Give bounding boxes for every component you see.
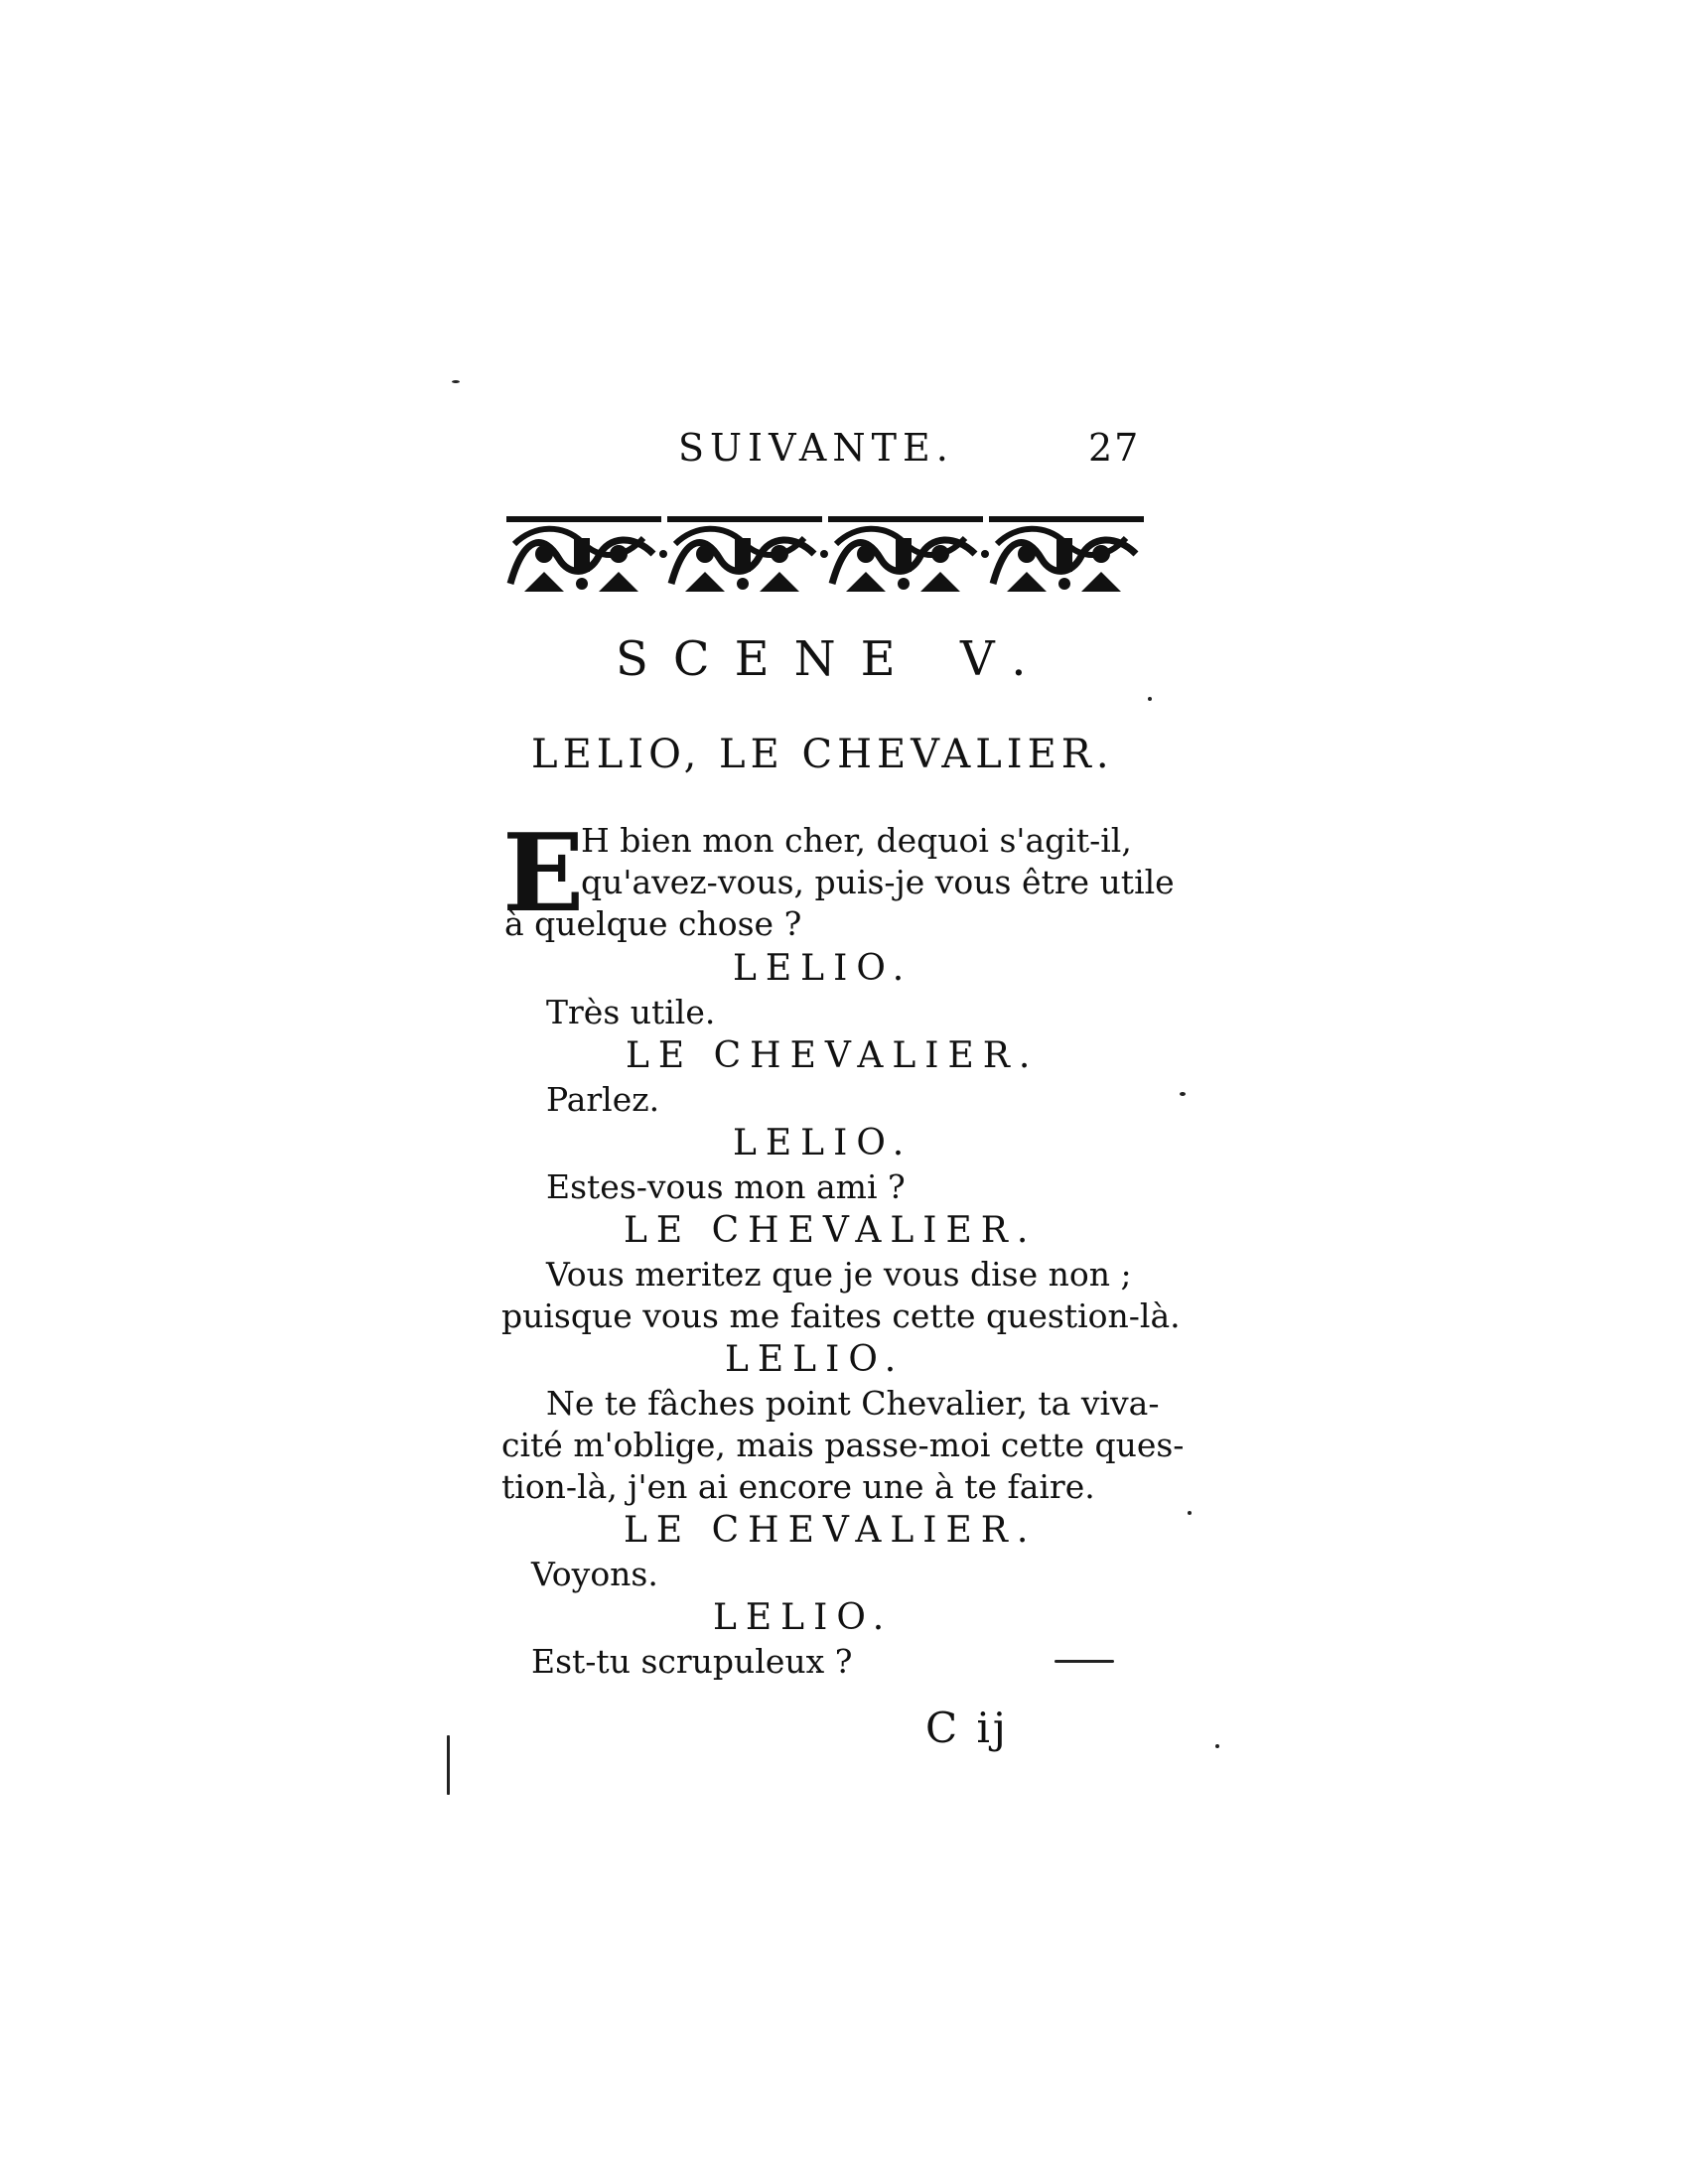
cast-list: LELIO, LE CHEVALIER. (531, 732, 1114, 777)
opening-line: à quelque chose ? (504, 904, 802, 943)
scan-speck (447, 1735, 450, 1795)
scan-speck (1180, 1092, 1186, 1096)
scene-title: SCENE V. (616, 631, 1052, 687)
dialogue-line: Est-tu scrupuleux ? (531, 1642, 853, 1681)
scan-speck (452, 380, 460, 383)
speaker-name: LELIO. (733, 1123, 914, 1163)
page-number: 27 (1088, 426, 1141, 470)
opening-line: H bien mon cher, dequoi s'agit-il, (581, 821, 1132, 860)
dialogue-line: Vous meritez que je vous dise non ; (546, 1255, 1132, 1294)
dialogue-line: tion-là, j'en ai encore une à te faire. (501, 1467, 1095, 1506)
dialogue-line: Ne te fâches point Chevalier, ta viva- (546, 1384, 1160, 1423)
dialogue-line: cité m'oblige, mais passe-moi cette ques- (501, 1426, 1185, 1464)
running-title: SUIVANTE. (678, 426, 954, 470)
scan-speck (1148, 697, 1152, 701)
scan-speck (1215, 1744, 1219, 1748)
speaker-name: LELIO. (725, 1339, 906, 1380)
speaker-name: LE CHEVALIER. (624, 1210, 1038, 1251)
dialogue-line: Estes-vous mon ami ? (546, 1167, 906, 1206)
scan-speck (1055, 1660, 1114, 1663)
dialogue-line: Très utile. (546, 993, 716, 1031)
dialogue-line: puisque vous me faites cette question-là. (501, 1297, 1181, 1335)
headpiece-ornament-icon (504, 514, 1146, 596)
speaker-name: LE CHEVALIER. (624, 1510, 1038, 1551)
signature-mark: C ij (925, 1704, 1009, 1752)
drop-cap: E (502, 811, 585, 936)
opening-line: qu'avez-vous, puis-je vous être utile (581, 863, 1175, 901)
speaker-name: LELIO. (713, 1597, 894, 1638)
dialogue-line: Voyons. (531, 1555, 658, 1593)
dialogue-line: Parlez. (546, 1080, 660, 1119)
speaker-name: LELIO. (733, 948, 914, 989)
speaker-name: LE CHEVALIER. (626, 1035, 1040, 1076)
scan-speck (1188, 1511, 1192, 1515)
